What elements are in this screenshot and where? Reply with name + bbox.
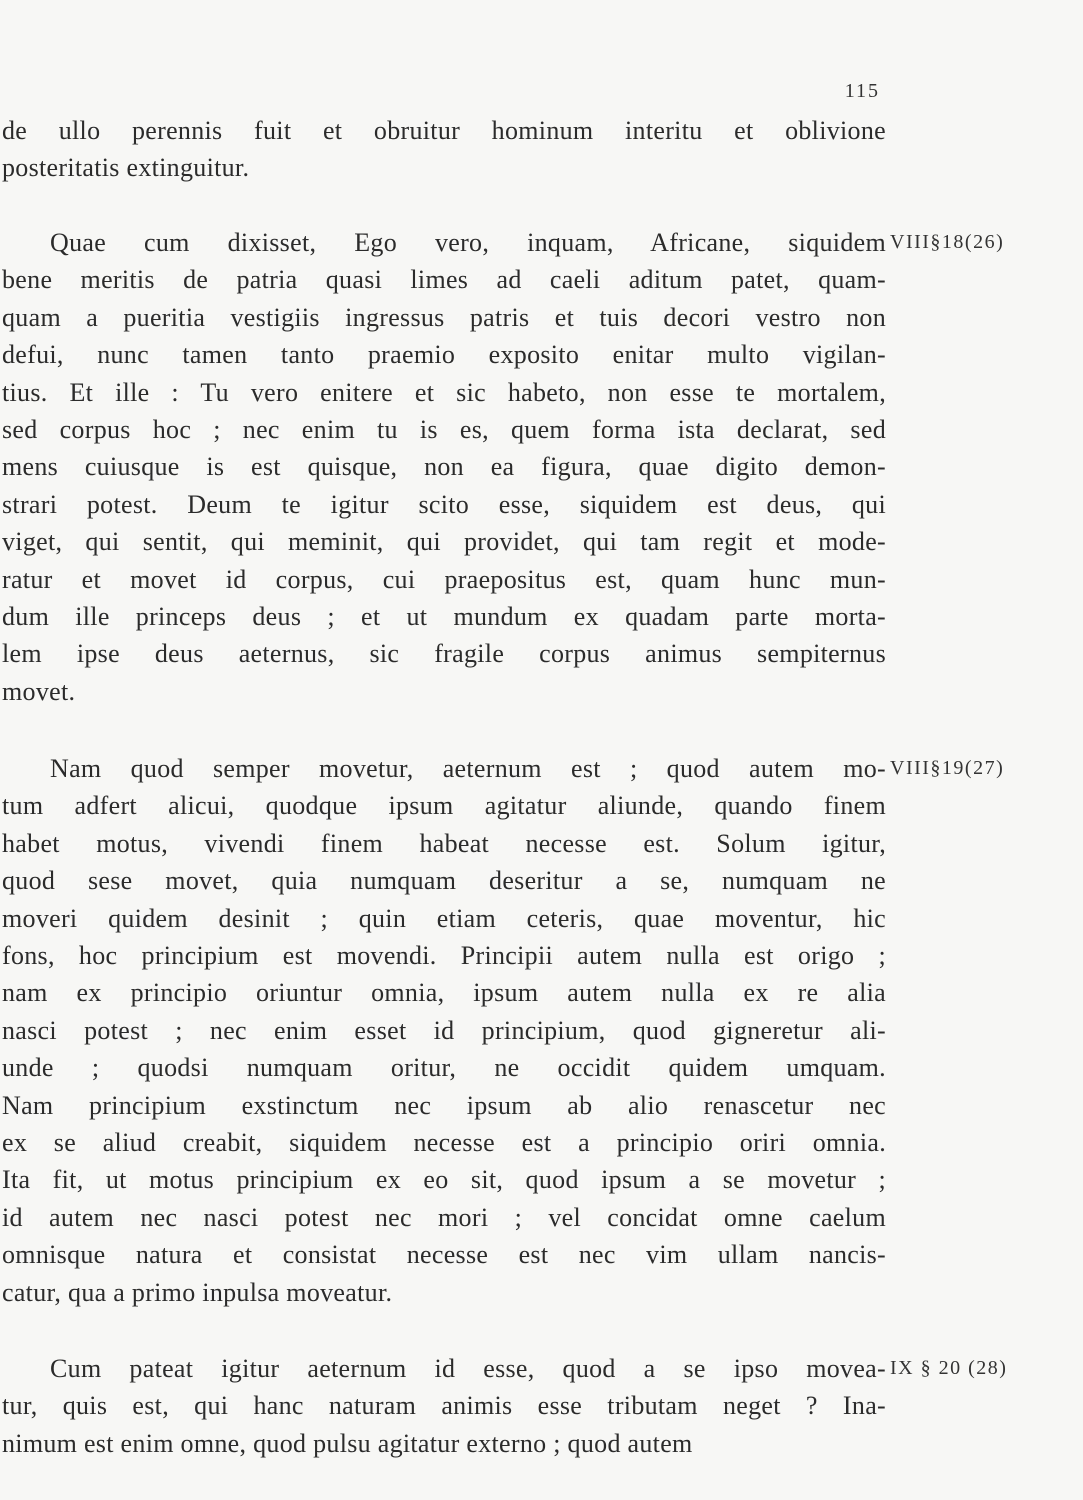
text-line: quam a pueritia vestigiis ingressus patris et tuis decori vestro non — [2, 302, 886, 332]
text-line: tius. Et ille : Tu vero enitere et sic habeto, non esse te mortalem, — [2, 377, 886, 407]
text-line: Cum pateat igitur aeternum id esse, quod a se ipso movea- — [50, 1354, 886, 1383]
text-line: strari potest. Deum te igitur scito esse, siquidem est deus, qui — [2, 489, 886, 519]
text-line: movet. — [2, 676, 76, 706]
section-reference: VIII§19(27) — [890, 757, 1005, 779]
text-line: quod sese movet, quia numquam deseritur a se, numquam ne — [2, 866, 886, 896]
text-line: sed corpus hoc ; nec enim tu is es, quem forma ista declarat, sed — [2, 415, 886, 444]
text-line: habet motus, vivendi finem habeat necesse est. Solum igitur, — [2, 828, 886, 858]
text-line: mens cuiusque is est quisque, non ea figura, quae digito demon- — [2, 452, 886, 482]
text-line: omnisque natura et consistat necesse est nec vim ullam nancis- — [2, 1240, 886, 1270]
text-line: ex se aliud creabit, siquidem necesse est a principio oriri omnia. — [2, 1128, 886, 1157]
text-line: ratur et movet id corpus, cui praepositus est, quam hunc mun- — [2, 564, 886, 594]
text-line: Ita fit, ut motus principium ex eo sit, quod ipsum a se movetur ; — [2, 1165, 886, 1195]
text-line: Nam quod semper movetur, aeternum est ; quod autem mo- — [50, 754, 886, 783]
page-number: 115 — [844, 80, 880, 102]
text-line: viget, qui sentit, qui meminit, qui providet, qui tam regit et mode- — [2, 527, 886, 557]
text-line: catur, qua a primo inpulsa moveatur. — [2, 1277, 393, 1307]
text-line: nimum est enim omne, quod pulsu agitatur externo ; quod autem — [2, 1428, 693, 1458]
text-line: lem ipse deus aeternus, sic fragile corpus animus sempiternus — [2, 639, 886, 669]
text-line: id autem nec nasci potest nec mori ; vel concidat omne caelum — [2, 1202, 886, 1232]
section-reference: IX § 20 (28) — [890, 1357, 1008, 1379]
text-line: nasci potest ; nec enim esset id principium, quod gigneretur ali- — [2, 1015, 886, 1045]
text-line: Quae cum dixisset, Ego vero, inquam, Africane, siquidem — [50, 228, 886, 257]
text-line: Nam principium exstinctum nec ipsum ab alio renascetur nec — [2, 1090, 886, 1120]
text-line: de ullo perennis fuit et obruitur hominum interitu et oblivione — [2, 116, 886, 145]
text-line: dum ille princeps deus ; et ut mundum ex quadam parte morta- — [2, 602, 886, 631]
text-line: unde ; quodsi numquam oritur, ne occidit quidem umquam. — [2, 1053, 886, 1083]
text-line: nam ex principio oriuntur omnia, ipsum autem nulla ex re alia — [2, 978, 886, 1008]
text-line: tur, quis est, qui hanc naturam animis esse tributam neget ? Ina- — [2, 1391, 886, 1421]
section-reference: VIII§18(26) — [890, 231, 1005, 253]
text-line: fons, hoc principium est movendi. Principii autem nulla est origo ; — [2, 941, 886, 970]
text-line: tum adfert alicui, quodque ipsum agitatur aliunde, quando finem — [2, 791, 886, 821]
text-line: moveri quidem desinit ; quin etiam ceteris, quae moventur, hic — [2, 903, 886, 933]
text-line: bene meritis de patria quasi limes ad caeli aditum patet, quam- — [2, 265, 886, 295]
text-line: defui, nunc tamen tanto praemio exposito enitar multo vigilan- — [2, 340, 886, 370]
text-line: posteritatis extinguitur. — [2, 153, 250, 183]
